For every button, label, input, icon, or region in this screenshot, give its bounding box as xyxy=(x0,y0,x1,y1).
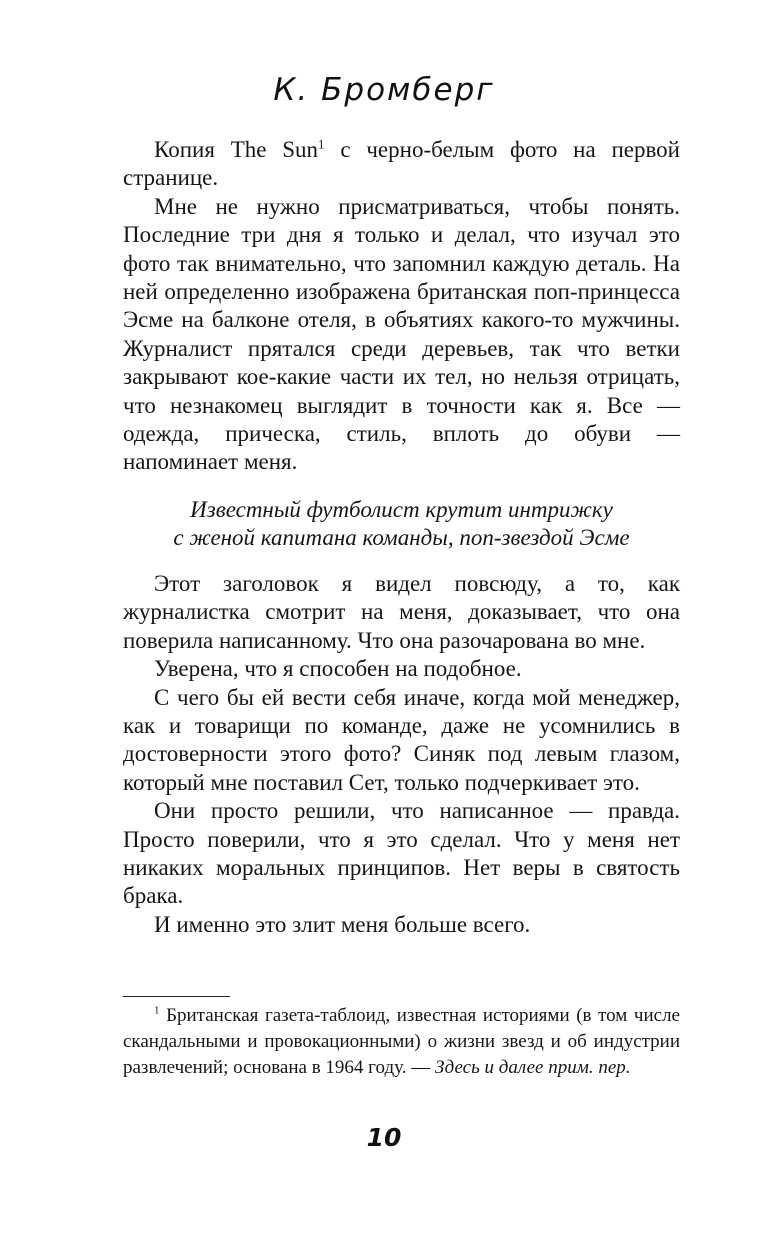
footnote-italic-note: Здесь и далее прим. пер. xyxy=(434,1057,631,1078)
headline-line-2: с женой капитана команды, поп-звездой Эсме xyxy=(173,525,630,551)
footnote-divider xyxy=(123,996,230,997)
footnote-reference: 1 xyxy=(318,136,325,152)
paragraph-2: Мне не нужно присматриваться, чтобы понять. Последние три дня я только и делал, что изучал это фото так внимательно, что запомнил каждую деталь. На ней определенно изображена британская поп-принцесса Эсме на балконе отеля, в объятиях какого-то мужчины. Журналист прятался среди деревьев, так что ветки закрывают кое-какие части их тел, но нельзя отрицать, что незнакомец выглядит в точности как я. Все — одежда, прическа, стиль, вплоть до обуви — напоминает меня. xyxy=(123,193,680,475)
body-text-bottom xyxy=(123,570,680,939)
paragraph-1-text-cont: с черно-белым фото на первой странице. xyxy=(123,137,680,191)
paragraph-1 xyxy=(123,136,680,193)
footnote-text: Британская газета-таблоид, известная историями (в том числе скандальными и провокационными) о жизни звезд и об индустрии развлечений; основана в 1964 году. — xyxy=(123,1005,680,1078)
footnote xyxy=(123,1003,680,1081)
running-header: К. Бромберг xyxy=(273,72,495,108)
page-number: 10 xyxy=(366,1123,402,1152)
paragraph-6: Они просто решили, что написанное — правда. Просто поверили, что я это сделал. Что у меня нет никаких моральных принципов. Нет веры в святость брака. xyxy=(123,798,680,909)
paragraph-7: И именно это злит меня больше всего. xyxy=(154,911,531,937)
newspaper-headline xyxy=(123,496,680,553)
paragraph-3: Этот заголовок я видел повсюду, а то, как журналистка смотрит на меня, доказывает, что она поверила написанному. Что она разочарована во мне. xyxy=(123,571,680,653)
paragraph-1-text: Копия The Sun xyxy=(154,137,319,162)
headline-line-1: Известный футболист крутит интрижку xyxy=(190,497,613,522)
paragraph-5: С чего бы ей вести себя иначе, когда мой менеджер, как и товарищи по команде, даже не усомнились в достоверности этого фото? Синяк под левым глазом, который мне поставил Сет, только подчеркивает это. xyxy=(123,684,680,795)
paragraph-4: Уверена, что я способен на подобное. xyxy=(154,656,522,682)
body-text-top xyxy=(123,136,680,477)
footnote-marker: 1 xyxy=(154,1004,160,1017)
